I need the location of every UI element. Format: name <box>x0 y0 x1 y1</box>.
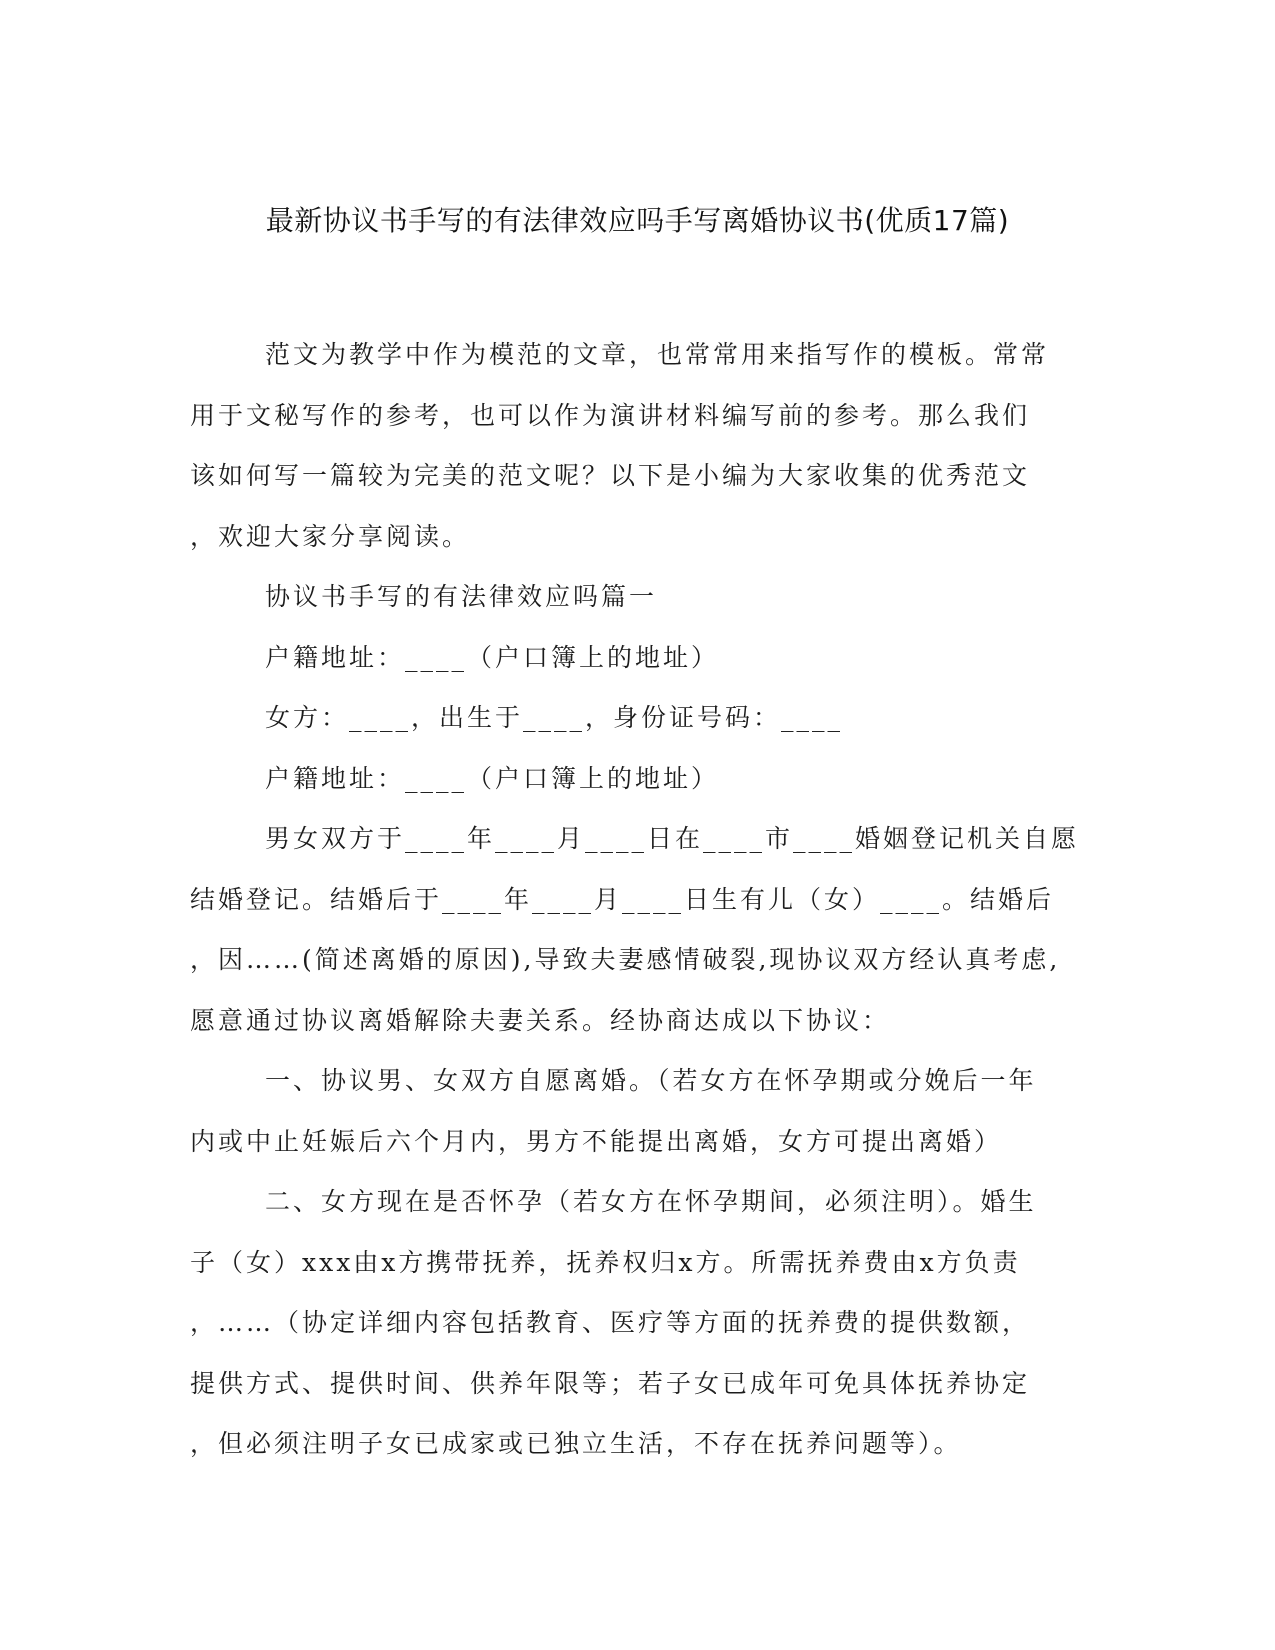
paragraph-line: 男女双方于____年____月____日在____市____婚姻登记机关自愿 <box>265 824 1080 853</box>
paragraph-line: 户籍地址：____（户口簿上的地址） <box>265 763 720 793</box>
paragraph-line: 用于文秘写作的参考，也可以作为演讲材料编写前的参考。那么我们 <box>190 400 1031 430</box>
document-body <box>190 325 1080 1475</box>
paragraph-line: 户籍地址：____（户口簿上的地址） <box>265 642 720 672</box>
paragraph-line: 子（女）xxx由x方携带抚养，抚养权归x方。所需抚养费由x方负责 <box>190 1247 1021 1277</box>
paragraph-line: ，……（协定详细内容包括教育、医疗等方面的抚养费的提供数额， <box>190 1308 1031 1337</box>
document-title: 最新协议书手写的有法律效应吗手写离婚协议书(优质17篇) <box>265 204 1010 237</box>
paragraph-line: 二、女方现在是否怀孕（若女方在怀孕期间，必须注明）。婚生 <box>265 1187 1037 1216</box>
paragraph-line: ，但必须注明子女已成家或已独立生活，不存在抚养问题等）。 <box>190 1429 962 1458</box>
paragraph-line: 一、协议男、女双方自愿离婚。（若女方在怀孕期或分娩后一年 <box>265 1066 1037 1095</box>
paragraph-line: 女方：____，出生于____，身份证号码：____ <box>265 703 844 732</box>
paragraph-line: 内或中止妊娠后六个月内，男方不能提出离婚，女方可提出离婚） <box>190 1126 1003 1156</box>
paragraph-line: ，欢迎大家分享阅读。 <box>190 521 471 551</box>
paragraph-line: 结婚登记。结婚后于____年____月____日生有儿（女）____。结婚后 <box>190 884 1055 914</box>
paragraph-line: ，因……(简述离婚的原因),导致夫妻感情破裂,现协议双方经认真考虑, <box>190 945 1061 974</box>
paragraph-line: 愿意通过协议离婚解除夫妻关系。经协商达成以下协议： <box>190 1005 891 1035</box>
paragraph-line: 提供方式、提供时间、供养年限等；若子女已成年可免具体抚养协定 <box>190 1368 1031 1398</box>
paragraph-line: 范文为教学中作为模范的文章，也常常用来指写作的模板。常常 <box>265 340 1050 369</box>
paragraph-line: 该如何写一篇较为完美的范文呢？以下是小编为大家收集的优秀范文 <box>190 461 1031 490</box>
section-heading: 协议书手写的有法律效应吗篇一 <box>265 582 658 611</box>
